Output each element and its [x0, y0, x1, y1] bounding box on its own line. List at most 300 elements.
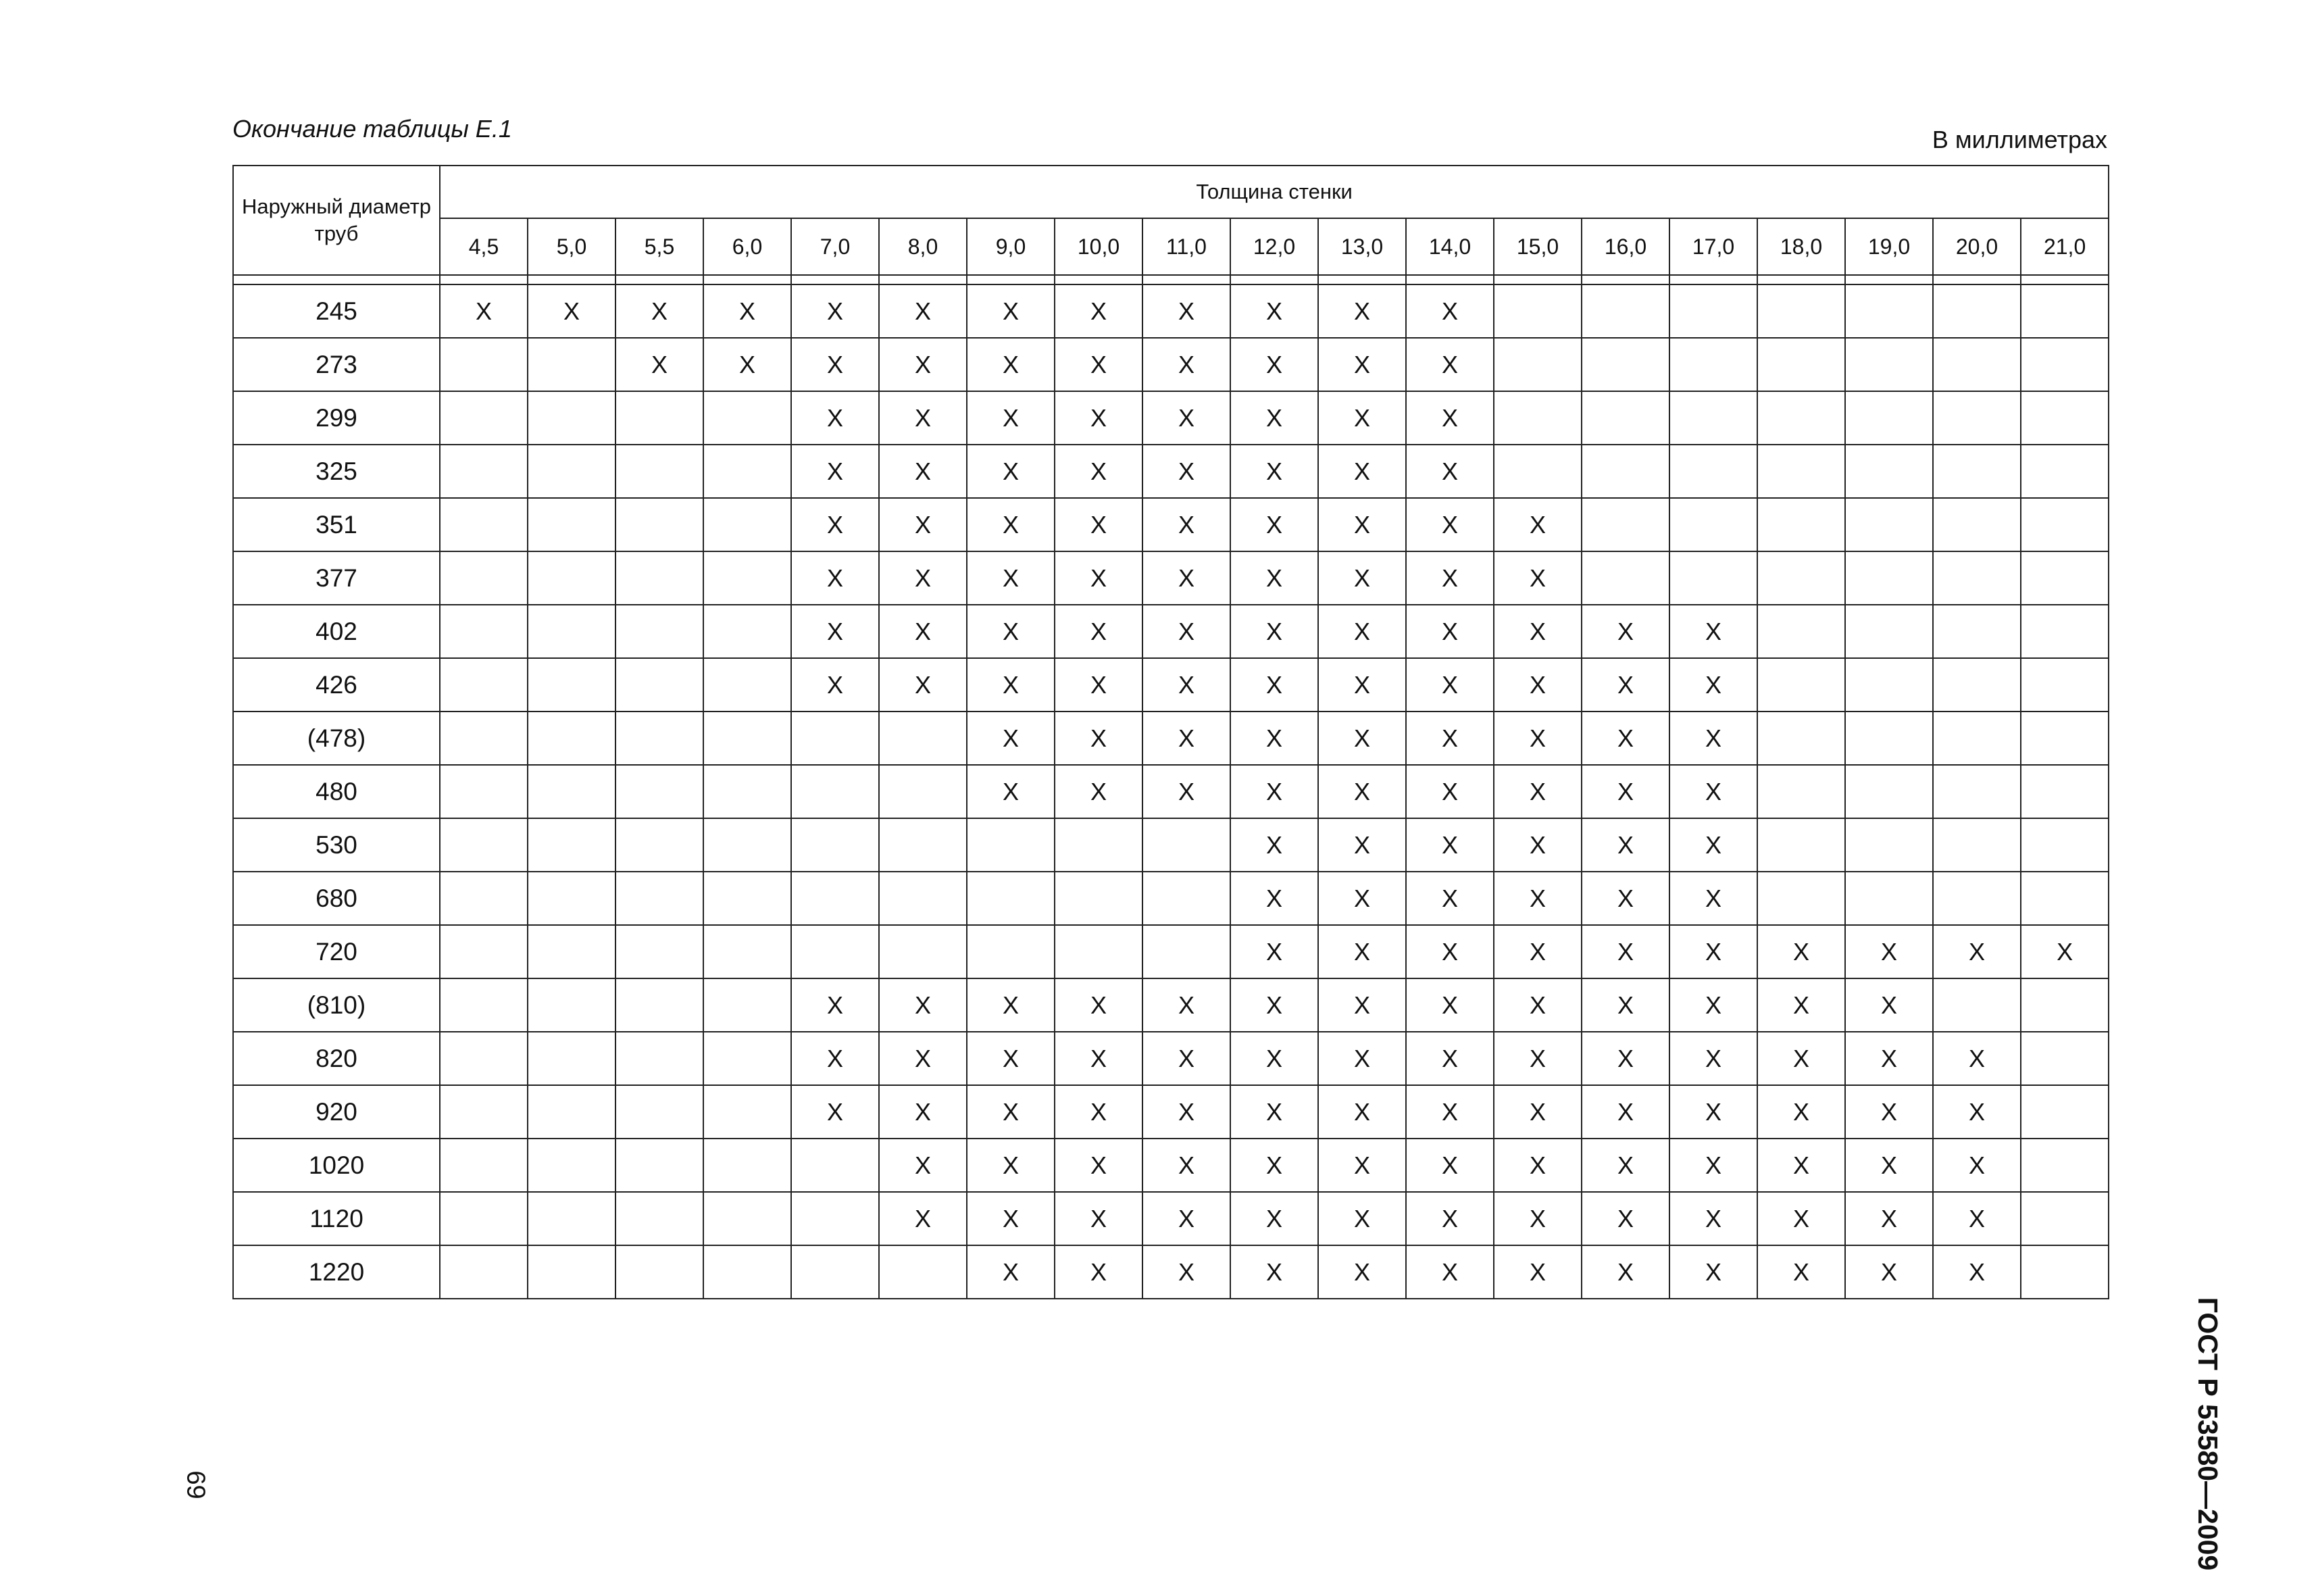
- header-separator-cell: [1318, 275, 1406, 284]
- thickness-header: 10,0: [1055, 218, 1142, 275]
- mark-cell: X: [1318, 391, 1406, 445]
- empty-cell: [879, 925, 967, 978]
- mark-cell: X: [1318, 498, 1406, 551]
- mark-cell: X: [1318, 445, 1406, 498]
- empty-cell: [967, 818, 1055, 872]
- empty-cell: [1494, 391, 1582, 445]
- mark-cell: X: [1494, 1032, 1582, 1085]
- mark-cell: X: [1933, 925, 2021, 978]
- thickness-header: 19,0: [1845, 218, 1933, 275]
- empty-cell: [1933, 765, 2021, 818]
- mark-cell: X: [1757, 1032, 1845, 1085]
- mark-cell: X: [1230, 445, 1318, 498]
- empty-cell: [528, 1139, 615, 1192]
- diameter-cell: 299: [233, 391, 440, 445]
- empty-cell: [2021, 391, 2109, 445]
- table-row: [233, 1139, 2109, 1192]
- mark-cell: X: [1669, 872, 1757, 925]
- empty-cell: [1757, 284, 1845, 338]
- empty-cell: [967, 872, 1055, 925]
- header-separator-cell: [1582, 275, 1669, 284]
- empty-cell: [440, 445, 528, 498]
- diameter-cell: 351: [233, 498, 440, 551]
- mark-cell: X: [1230, 1245, 1318, 1299]
- empty-cell: [615, 978, 703, 1032]
- mark-cell: X: [1582, 1245, 1669, 1299]
- mark-cell: X: [1494, 1245, 1582, 1299]
- mark-cell: X: [615, 338, 703, 391]
- mark-cell: X: [1845, 1032, 1933, 1085]
- empty-cell: [528, 1245, 615, 1299]
- header-separator-cell: [1669, 275, 1757, 284]
- thickness-header: 9,0: [967, 218, 1055, 275]
- mark-cell: X: [1406, 1032, 1494, 1085]
- mark-cell: X: [1933, 1085, 2021, 1139]
- empty-cell: [1582, 498, 1669, 551]
- mark-cell: X: [1757, 1245, 1845, 1299]
- mark-cell: X: [1933, 1192, 2021, 1245]
- empty-cell: [791, 925, 879, 978]
- standard-code: ГОСТ Р 53580—2009: [2192, 1297, 2223, 1571]
- empty-cell: [528, 338, 615, 391]
- mark-cell: X: [967, 978, 1055, 1032]
- header-separator-cell: [2021, 275, 2109, 284]
- empty-cell: [879, 712, 967, 765]
- empty-cell: [2021, 765, 2109, 818]
- mark-cell: X: [1845, 1085, 1933, 1139]
- mark-cell: X: [1055, 605, 1142, 658]
- empty-cell: [703, 1032, 791, 1085]
- empty-cell: [2021, 284, 2109, 338]
- diameter-cell: 1220: [233, 1245, 440, 1299]
- mark-cell: X: [1230, 658, 1318, 712]
- mark-cell: X: [1494, 712, 1582, 765]
- mark-cell: X: [967, 605, 1055, 658]
- mark-cell: X: [791, 445, 879, 498]
- mark-cell: X: [615, 284, 703, 338]
- mark-cell: X: [1055, 1245, 1142, 1299]
- table-row: [233, 818, 2109, 872]
- header-separator-cell: [967, 275, 1055, 284]
- header-diameter: Наружный диаметр труб: [233, 166, 440, 275]
- header-separator-cell: [1757, 275, 1845, 284]
- mark-cell: X: [1142, 445, 1230, 498]
- mark-cell: X: [1055, 338, 1142, 391]
- mark-cell: X: [1582, 1032, 1669, 1085]
- mark-cell: X: [1142, 551, 1230, 605]
- mark-cell: X: [1406, 1192, 1494, 1245]
- mark-cell: X: [1318, 1139, 1406, 1192]
- diameter-cell: 530: [233, 818, 440, 872]
- empty-cell: [1757, 338, 1845, 391]
- empty-cell: [440, 391, 528, 445]
- empty-cell: [1933, 391, 2021, 445]
- empty-cell: [1757, 712, 1845, 765]
- mark-cell: X: [1142, 978, 1230, 1032]
- empty-cell: [440, 1192, 528, 1245]
- empty-cell: [1669, 498, 1757, 551]
- empty-cell: [615, 925, 703, 978]
- mark-cell: X: [1406, 284, 1494, 338]
- mark-cell: X: [1230, 1139, 1318, 1192]
- mark-cell: X: [1669, 1192, 1757, 1245]
- header-separator-cell: [879, 275, 967, 284]
- mark-cell: X: [1933, 1032, 2021, 1085]
- header-separator-cell: [1494, 275, 1582, 284]
- empty-cell: [2021, 872, 2109, 925]
- empty-cell: [703, 712, 791, 765]
- mark-cell: X: [1494, 498, 1582, 551]
- empty-cell: [703, 1085, 791, 1139]
- empty-cell: [615, 765, 703, 818]
- mark-cell: X: [1230, 925, 1318, 978]
- empty-cell: [615, 712, 703, 765]
- mark-cell: X: [879, 1085, 967, 1139]
- mark-cell: X: [879, 1192, 967, 1245]
- empty-cell: [615, 658, 703, 712]
- empty-cell: [2021, 498, 2109, 551]
- empty-cell: [528, 445, 615, 498]
- mark-cell: X: [1406, 445, 1494, 498]
- empty-cell: [879, 818, 967, 872]
- mark-cell: X: [1494, 658, 1582, 712]
- mark-cell: X: [879, 1032, 967, 1085]
- mark-cell: X: [1406, 605, 1494, 658]
- mark-cell: X: [1142, 658, 1230, 712]
- empty-cell: [1933, 445, 2021, 498]
- mark-cell: X: [1230, 284, 1318, 338]
- mark-cell: X: [1142, 1032, 1230, 1085]
- mark-cell: X: [1318, 1245, 1406, 1299]
- mark-cell: X: [1230, 1085, 1318, 1139]
- mark-cell: X: [967, 498, 1055, 551]
- empty-cell: [703, 872, 791, 925]
- mark-cell: X: [879, 551, 967, 605]
- mark-cell: X: [1055, 1085, 1142, 1139]
- mark-cell: X: [791, 391, 879, 445]
- empty-cell: [1845, 391, 1933, 445]
- mark-cell: X: [1669, 818, 1757, 872]
- mark-cell: X: [1318, 284, 1406, 338]
- empty-cell: [528, 872, 615, 925]
- empty-cell: [2021, 1245, 2109, 1299]
- mark-cell: X: [1318, 551, 1406, 605]
- mark-cell: X: [1055, 658, 1142, 712]
- mark-cell: X: [1055, 765, 1142, 818]
- empty-cell: [528, 658, 615, 712]
- mark-cell: X: [1318, 712, 1406, 765]
- empty-cell: [1933, 712, 2021, 765]
- mark-cell: X: [1406, 1245, 1494, 1299]
- mark-cell: X: [791, 605, 879, 658]
- empty-cell: [2021, 1192, 2109, 1245]
- empty-cell: [440, 925, 528, 978]
- table-row: [233, 338, 2109, 391]
- empty-cell: [1669, 391, 1757, 445]
- thickness-header-row: [233, 218, 2109, 275]
- empty-cell: [615, 872, 703, 925]
- mark-cell: X: [1055, 1032, 1142, 1085]
- thickness-header: 16,0: [1582, 218, 1669, 275]
- empty-cell: [1845, 498, 1933, 551]
- mark-cell: X: [879, 978, 967, 1032]
- mark-cell: X: [1230, 712, 1318, 765]
- empty-cell: [791, 712, 879, 765]
- empty-cell: [528, 551, 615, 605]
- empty-cell: [879, 872, 967, 925]
- empty-cell: [1845, 445, 1933, 498]
- mark-cell: X: [1142, 1085, 1230, 1139]
- empty-cell: [703, 925, 791, 978]
- empty-cell: [791, 765, 879, 818]
- empty-cell: [528, 1032, 615, 1085]
- empty-cell: [1757, 498, 1845, 551]
- empty-cell: [1757, 872, 1845, 925]
- mark-cell: X: [528, 284, 615, 338]
- empty-cell: [1845, 284, 1933, 338]
- mark-cell: X: [1582, 872, 1669, 925]
- mark-cell: X: [1406, 551, 1494, 605]
- mark-cell: X: [703, 284, 791, 338]
- empty-cell: [703, 1192, 791, 1245]
- empty-cell: [1582, 391, 1669, 445]
- empty-cell: [703, 445, 791, 498]
- empty-cell: [703, 498, 791, 551]
- mark-cell: X: [1055, 1192, 1142, 1245]
- empty-cell: [1142, 818, 1230, 872]
- thickness-header: 15,0: [1494, 218, 1582, 275]
- empty-cell: [615, 391, 703, 445]
- empty-cell: [615, 551, 703, 605]
- mark-cell: X: [1142, 1192, 1230, 1245]
- empty-cell: [440, 605, 528, 658]
- empty-cell: [1845, 338, 1933, 391]
- mark-cell: X: [791, 978, 879, 1032]
- empty-cell: [440, 1085, 528, 1139]
- empty-cell: [1757, 658, 1845, 712]
- mark-cell: X: [1669, 1085, 1757, 1139]
- empty-cell: [440, 818, 528, 872]
- mark-cell: X: [1845, 1139, 1933, 1192]
- mark-cell: X: [1494, 978, 1582, 1032]
- mark-cell: X: [1230, 1032, 1318, 1085]
- mark-cell: X: [1142, 498, 1230, 551]
- mark-cell: X: [879, 498, 967, 551]
- empty-cell: [703, 765, 791, 818]
- mark-cell: X: [1494, 925, 1582, 978]
- mark-cell: X: [791, 658, 879, 712]
- mark-cell: X: [1582, 1139, 1669, 1192]
- empty-cell: [1582, 445, 1669, 498]
- header-separator-cell: [615, 275, 703, 284]
- mark-cell: X: [791, 338, 879, 391]
- header-thickness: Толщина стенки: [440, 166, 2109, 218]
- mark-cell: X: [967, 445, 1055, 498]
- empty-cell: [528, 498, 615, 551]
- thickness-header: 12,0: [1230, 218, 1318, 275]
- empty-cell: [1582, 338, 1669, 391]
- thickness-header: 18,0: [1757, 218, 1845, 275]
- table-row: [233, 765, 2109, 818]
- empty-cell: [615, 605, 703, 658]
- mark-cell: X: [1494, 605, 1582, 658]
- table-row: [233, 712, 2109, 765]
- empty-cell: [1933, 872, 2021, 925]
- diameter-cell: 273: [233, 338, 440, 391]
- thickness-header: 17,0: [1669, 218, 1757, 275]
- thickness-header: 5,0: [528, 218, 615, 275]
- mark-cell: X: [879, 445, 967, 498]
- empty-cell: [440, 338, 528, 391]
- mark-cell: X: [1406, 818, 1494, 872]
- mark-cell: X: [1230, 978, 1318, 1032]
- mark-cell: X: [1406, 1139, 1494, 1192]
- empty-cell: [615, 1192, 703, 1245]
- mark-cell: X: [2021, 925, 2109, 978]
- mark-cell: X: [1318, 338, 1406, 391]
- mark-cell: X: [791, 551, 879, 605]
- empty-cell: [615, 1139, 703, 1192]
- diameter-cell: 680: [233, 872, 440, 925]
- empty-cell: [1494, 445, 1582, 498]
- mark-cell: X: [1230, 1192, 1318, 1245]
- mark-cell: X: [1406, 498, 1494, 551]
- empty-cell: [1845, 818, 1933, 872]
- mark-cell: X: [1142, 605, 1230, 658]
- mark-cell: X: [1582, 658, 1669, 712]
- empty-cell: [528, 605, 615, 658]
- empty-cell: [1757, 818, 1845, 872]
- thickness-header: 20,0: [1933, 218, 2021, 275]
- mark-cell: X: [1318, 925, 1406, 978]
- table-row: [233, 391, 2109, 445]
- diameter-cell: 720: [233, 925, 440, 978]
- empty-cell: [2021, 818, 2109, 872]
- empty-cell: [1055, 925, 1142, 978]
- diameter-cell: 920: [233, 1085, 440, 1139]
- diameter-cell: (810): [233, 978, 440, 1032]
- mark-cell: X: [1318, 1192, 1406, 1245]
- mark-cell: X: [1669, 658, 1757, 712]
- empty-cell: [2021, 978, 2109, 1032]
- empty-cell: [440, 712, 528, 765]
- empty-cell: [440, 1245, 528, 1299]
- mark-cell: X: [1318, 1032, 1406, 1085]
- empty-cell: [1669, 445, 1757, 498]
- empty-cell: [1845, 765, 1933, 818]
- diameter-cell: 1120: [233, 1192, 440, 1245]
- mark-cell: X: [1582, 978, 1669, 1032]
- empty-cell: [1933, 498, 2021, 551]
- mark-cell: X: [1757, 1085, 1845, 1139]
- empty-cell: [440, 765, 528, 818]
- mark-cell: X: [1406, 765, 1494, 818]
- mark-cell: X: [1142, 712, 1230, 765]
- mark-cell: X: [791, 498, 879, 551]
- mark-cell: X: [967, 1085, 1055, 1139]
- empty-cell: [1933, 818, 2021, 872]
- table-row: [233, 445, 2109, 498]
- mark-cell: X: [1230, 818, 1318, 872]
- empty-cell: [528, 1085, 615, 1139]
- mark-cell: X: [1757, 925, 1845, 978]
- table-row: [233, 1085, 2109, 1139]
- mark-cell: X: [1582, 712, 1669, 765]
- mark-cell: X: [967, 1192, 1055, 1245]
- mark-cell: X: [879, 605, 967, 658]
- empty-cell: [1933, 338, 2021, 391]
- mark-cell: X: [440, 284, 528, 338]
- mark-cell: X: [1933, 1245, 2021, 1299]
- header-separator-cell: [1406, 275, 1494, 284]
- empty-cell: [1757, 765, 1845, 818]
- empty-cell: [967, 925, 1055, 978]
- table-row: [233, 658, 2109, 712]
- mark-cell: X: [1669, 712, 1757, 765]
- empty-cell: [1142, 872, 1230, 925]
- mark-cell: X: [1230, 872, 1318, 925]
- empty-cell: [703, 605, 791, 658]
- empty-cell: [440, 872, 528, 925]
- mark-cell: X: [1318, 978, 1406, 1032]
- mark-cell: X: [1230, 391, 1318, 445]
- empty-cell: [2021, 712, 2109, 765]
- mark-cell: X: [1845, 925, 1933, 978]
- mark-cell: X: [1406, 1085, 1494, 1139]
- diameter-cell: 245: [233, 284, 440, 338]
- mark-cell: X: [1318, 765, 1406, 818]
- empty-cell: [440, 551, 528, 605]
- table-row: [233, 1192, 2109, 1245]
- mark-cell: X: [1318, 818, 1406, 872]
- empty-cell: [791, 1192, 879, 1245]
- table-row: [233, 925, 2109, 978]
- empty-cell: [440, 498, 528, 551]
- empty-cell: [1757, 445, 1845, 498]
- mark-cell: X: [1318, 872, 1406, 925]
- empty-cell: [1582, 551, 1669, 605]
- empty-cell: [1055, 818, 1142, 872]
- mark-cell: X: [1669, 1032, 1757, 1085]
- table-row: [233, 1032, 2109, 1085]
- table-caption: Окончание таблицы Е.1: [232, 115, 512, 143]
- table-row: [233, 872, 2109, 925]
- empty-cell: [1582, 284, 1669, 338]
- mark-cell: X: [1494, 551, 1582, 605]
- mark-cell: X: [1669, 978, 1757, 1032]
- table-row: [233, 551, 2109, 605]
- empty-cell: [2021, 551, 2109, 605]
- empty-cell: [440, 658, 528, 712]
- mark-cell: X: [967, 658, 1055, 712]
- thickness-header: 11,0: [1142, 218, 1230, 275]
- mark-cell: X: [1142, 765, 1230, 818]
- table-row: [233, 498, 2109, 551]
- diameter-cell: (478): [233, 712, 440, 765]
- mark-cell: X: [1142, 1245, 1230, 1299]
- mark-cell: X: [1055, 284, 1142, 338]
- mark-cell: X: [1406, 338, 1494, 391]
- mark-cell: X: [1055, 1139, 1142, 1192]
- empty-cell: [1845, 658, 1933, 712]
- mark-cell: X: [879, 284, 967, 338]
- empty-cell: [1757, 551, 1845, 605]
- empty-cell: [2021, 338, 2109, 391]
- thickness-header: 5,5: [615, 218, 703, 275]
- mark-cell: X: [791, 284, 879, 338]
- mark-cell: X: [1230, 765, 1318, 818]
- empty-cell: [1055, 872, 1142, 925]
